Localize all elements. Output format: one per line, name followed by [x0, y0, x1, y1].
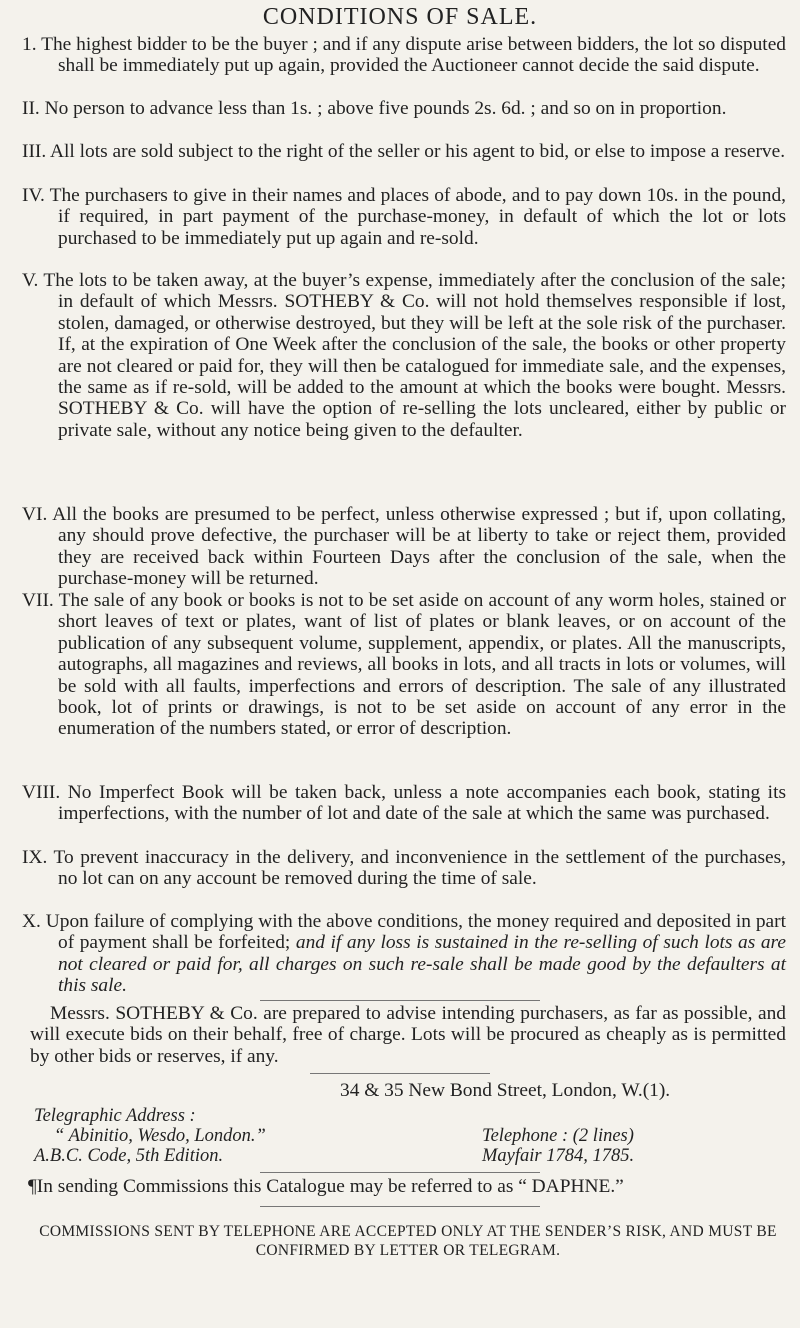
condition-text: No Imperfect Book will be taken back, unless a note accompanies each book, stating its imperfections, with the number of lot and date of the sale at which the same was purchased. — [58, 782, 786, 825]
condition-9 — [22, 847, 786, 890]
condition-text: Upon failure of complying with the above conditions, the money required and deposited in part of payment shall be forfeited; — [45, 911, 786, 954]
catalogue-reference: ¶In sending Commissions this Catalogue may be referred to as “ DAPHNE.” — [28, 1176, 624, 1197]
telegraphic-label: Telegraphic Address : — [34, 1106, 196, 1126]
condition-number: VI. — [22, 504, 48, 525]
condition-1 — [22, 34, 786, 77]
telegraphic-line: “ Abinitio, Wesdo, London.” — [54, 1126, 266, 1146]
condition-text: The purchasers to give in their names and places of abode, and to pay down 10s. in the pound, if required, in part payment of the purchase-money, in default of which the lot or lots purchased to be immediately put up again and re-sold. — [49, 185, 786, 249]
condition-text: No person to advance less than 1s. ; above five pounds 2s. 6d. ; and so on in proportion. — [44, 98, 727, 119]
condition-text: The sale of any book or books is not to be set aside on account of any worm holes, stained or short leaves of text or plates, want of list of plates or blank leaves, or on account of the publication of any subsequent volume, supplement, appendix, or plates. All the manuscripts, autographs, all magazines and reviews, all books in lots, and all tracts in lots or volumes, will be sold with all faults, imperfections and errors of description. The sale of any illustrated book, lot of prints or drawings, is not to be set aside on account of any error in the enumeration of the numbers stated, or error of description. — [58, 590, 787, 740]
condition-number: II. — [22, 98, 40, 119]
condition-text: The highest bidder to be the buyer ; and if any dispute arise between bidders, the lot so disputed shall be immediately put up again, provided the Auctioneer cannot decide the said dispute. — [41, 34, 786, 77]
condition-7 — [22, 590, 786, 740]
condition-number: VII. — [22, 590, 54, 611]
page-title: CONDITIONS OF SALE. — [262, 4, 538, 30]
condition-text: All the books are presumed to be perfect, unless otherwise expressed ; but if, upon collating, any should prove defective, the purchaser will be at liberty to take or reject them, provided they are received back within Fourteen Days after the conclusion of the sale, when the purchase-money will be returned. — [52, 504, 787, 590]
telephone — [482, 1126, 634, 1166]
condition-6 — [22, 504, 786, 590]
abc-code: A.B.C. Code, 5th Edition. — [34, 1146, 224, 1166]
condition-number: III. — [22, 141, 47, 162]
telegraphic-address — [34, 1106, 266, 1166]
condition-10 — [22, 911, 786, 997]
divider — [310, 1073, 490, 1074]
condition-2 — [22, 98, 786, 119]
address: 34 & 35 New Bond Street, London, W.(1). — [340, 1080, 671, 1101]
condition-number: V. — [22, 270, 39, 291]
condition-number: 1. — [22, 34, 37, 55]
condition-number: IX. — [22, 847, 48, 868]
condition-text-italic: and if any loss is sustained in the re-selling of such lots as are not cleared or paid for, all charges on such re-sale shall be made good by the defaulters at this sale. — [58, 932, 786, 997]
condition-5 — [22, 270, 786, 441]
divider — [260, 1000, 540, 1001]
condition-8 — [22, 782, 786, 825]
condition-text: The lots to be taken away, at the buyer’s expense, immediately after the conclusion of the sale; in default of which Messrs. SOTHEBY & Co. will not hold themselves responsible if lost, stolen, damaged, or otherwise destroyed, but they will be left at the sole risk of the purchaser. If, at the expiration of One Week after the conclusion of the sale, the books or other property are not cleared or paid for, they will then be catalogued for immediate sale, and the expenses, the same as if re-sold, will be added to the amount at which the books were bought. Messrs. SOTHEBY & Co. will have the option of re-selling the lots uncleared, either by public or private sale, without any notice being given to the defaulter. — [43, 270, 786, 441]
condition-4 — [22, 185, 786, 249]
condition-number: X. — [22, 911, 41, 932]
condition-3 — [22, 141, 786, 162]
telephone-numbers: Mayfair 1784, 1785. — [482, 1146, 635, 1166]
condition-text: All lots are sold subject to the right of the seller or his agent to bid, or else to impose a reserve. — [50, 141, 786, 162]
condition-number: IV. — [22, 185, 45, 206]
condition-number: VIII. — [22, 782, 61, 803]
advisory-notice: Messrs. SOTHEBY & Co. are prepared to advise intending purchasers, as far as possible, and will execute bids on their behalf, free of charge. Lots will be procured as cheaply as is permitted by other bids or reserves, if any. — [30, 1003, 786, 1067]
condition-text: To prevent inaccuracy in the delivery, and inconvenience in the settlement of the purchases, no lot can on any account be removed during the time of sale. — [53, 847, 786, 890]
telephone-commission-notice: COMMISSIONS SENT BY TELEPHONE ARE ACCEPTED ONLY AT THE SENDER’S RISK, AND MUST BE CONFIRMED BY LETTER OR TELEGRAM. — [39, 1223, 777, 1259]
divider — [260, 1172, 540, 1173]
divider — [260, 1206, 540, 1207]
telephone-label: Telephone : (2 lines) — [482, 1126, 634, 1146]
